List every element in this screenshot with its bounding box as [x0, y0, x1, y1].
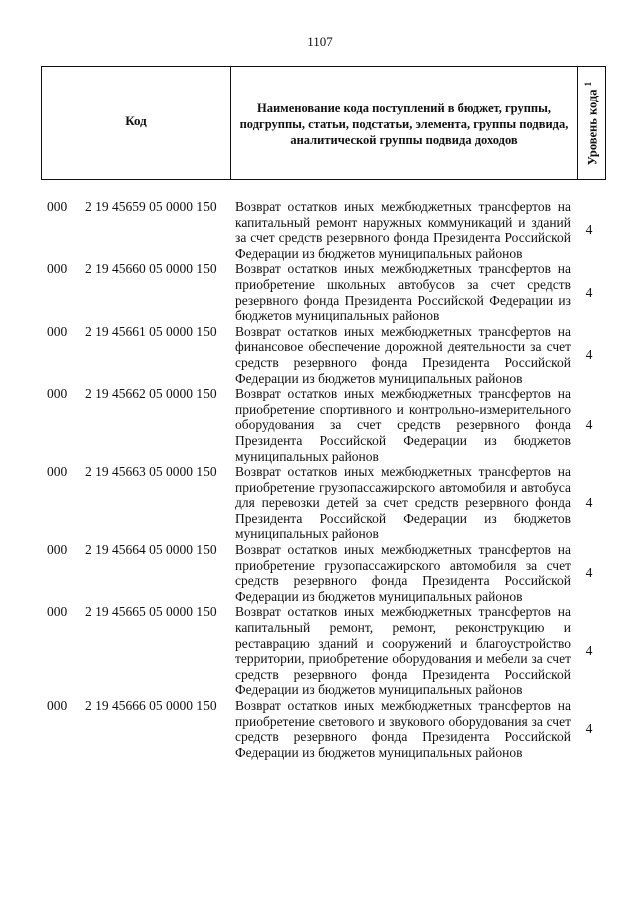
code-level: 4: [585, 643, 593, 659]
income-name: Возврат остатков иных межбюджетных трансфертов на финансовое обеспечение дорожной деятельности за счет средств резервного фонда Президента Российской Федерации из бюджетов муниципальных районов: [235, 323, 571, 386]
admin-code: 000: [47, 261, 68, 277]
income-code: 2 19 45663 05 0000 150: [85, 464, 217, 480]
income-code: 2 19 45659 05 0000 150: [85, 199, 217, 214]
income-code: 2 19 45662 05 0000 150: [85, 386, 217, 402]
header-code: Код: [125, 113, 147, 128]
table-row: [47, 464, 607, 542]
table-header: [41, 66, 606, 180]
admin-code: 000: [47, 698, 68, 713]
code-level: 4: [585, 284, 593, 300]
column-divider: [577, 67, 578, 179]
table-row: [47, 324, 607, 386]
income-code: 2 19 45665 05 0000 150: [85, 604, 217, 620]
code-level: 4: [585, 222, 593, 238]
table-row: [47, 386, 607, 464]
table-row: [47, 261, 607, 323]
table-row: [47, 698, 607, 760]
admin-code: 000: [47, 542, 68, 558]
code-level: 4: [585, 721, 593, 737]
income-name: Возврат остатков иных межбюджетных трансфертов на капитальный ремонт наружных коммуникаций и зданий за счет средств резервного фонда Президента Российской Федерации из бюджетов муниципальных районов: [235, 199, 571, 261]
income-name: Возврат остатков иных межбюджетных трансфертов на капитальный ремонт, ремонт, реконструкцию и реставрацию зданий и сооружений и благоустройство территории, приобретение оборудования и мебели за счет средств резервного фонда Президента Российской Федерации из бюджетов муниципальных районов: [235, 604, 571, 698]
admin-code: 000: [47, 323, 68, 339]
income-name: Возврат остатков иных межбюджетных трансфертов на приобретение школьных автобусов за счет средств резервного фонда Президента Российской Федерации из бюджетов муниципальных районов: [235, 261, 571, 324]
income-code: 2 19 45660 05 0000 150: [85, 261, 217, 277]
header-level-label: Уровень кода: [585, 89, 600, 166]
admin-code: 000: [47, 386, 68, 402]
column-divider: [230, 67, 231, 179]
header-level-text: [583, 82, 600, 165]
header-name: Наименование кода поступлений в бюджет, группы, подгруппы, статьи, подстатьи, элемента, группы подвида, аналитической группы подвида доходов: [239, 101, 569, 147]
code-level: 4: [585, 565, 593, 581]
code-level: 4: [585, 495, 593, 511]
table-body: [47, 199, 607, 760]
table-row: [47, 604, 607, 698]
admin-code: 000: [47, 604, 68, 620]
header-level: [583, 73, 601, 175]
table-row: [47, 542, 607, 604]
income-name: Возврат остатков иных межбюджетных трансфертов на приобретение светового и звукового оборудования за счет средств резервного фонда Президента Российской Федерации из бюджетов муниципальных районов: [235, 698, 571, 760]
admin-code: 000: [47, 464, 68, 480]
income-name: Возврат остатков иных межбюджетных трансфертов на приобретение грузопассажирского автомобиля за счет средств резервного фонда Президента Российской Федерации из бюджетов муниципальных районов: [235, 542, 571, 604]
income-name: Возврат остатков иных межбюджетных трансфертов на приобретение спортивного и контрольно-измерительного оборудования за счет средств резервного фонда Президента Российской Федерации из бюджетов муниципальных районов: [235, 386, 571, 464]
code-level: 4: [585, 347, 593, 363]
income-code: 2 19 45666 05 0000 150: [85, 698, 217, 713]
income-name: Возврат остатков иных межбюджетных трансфертов на приобретение грузопассажирского автомобиля и автобуса для перевозки детей за счет средств резервного фонда Президента Российской Федерации из бюджетов муниципальных районов: [235, 464, 571, 542]
table-row: [47, 199, 607, 261]
page-number: 1107: [307, 34, 333, 49]
admin-code: 000: [47, 199, 68, 214]
footnote-marker: 1: [583, 82, 594, 87]
code-level: 4: [585, 417, 593, 433]
income-code: 2 19 45664 05 0000 150: [85, 542, 217, 558]
income-code: 2 19 45661 05 0000 150: [85, 323, 217, 339]
